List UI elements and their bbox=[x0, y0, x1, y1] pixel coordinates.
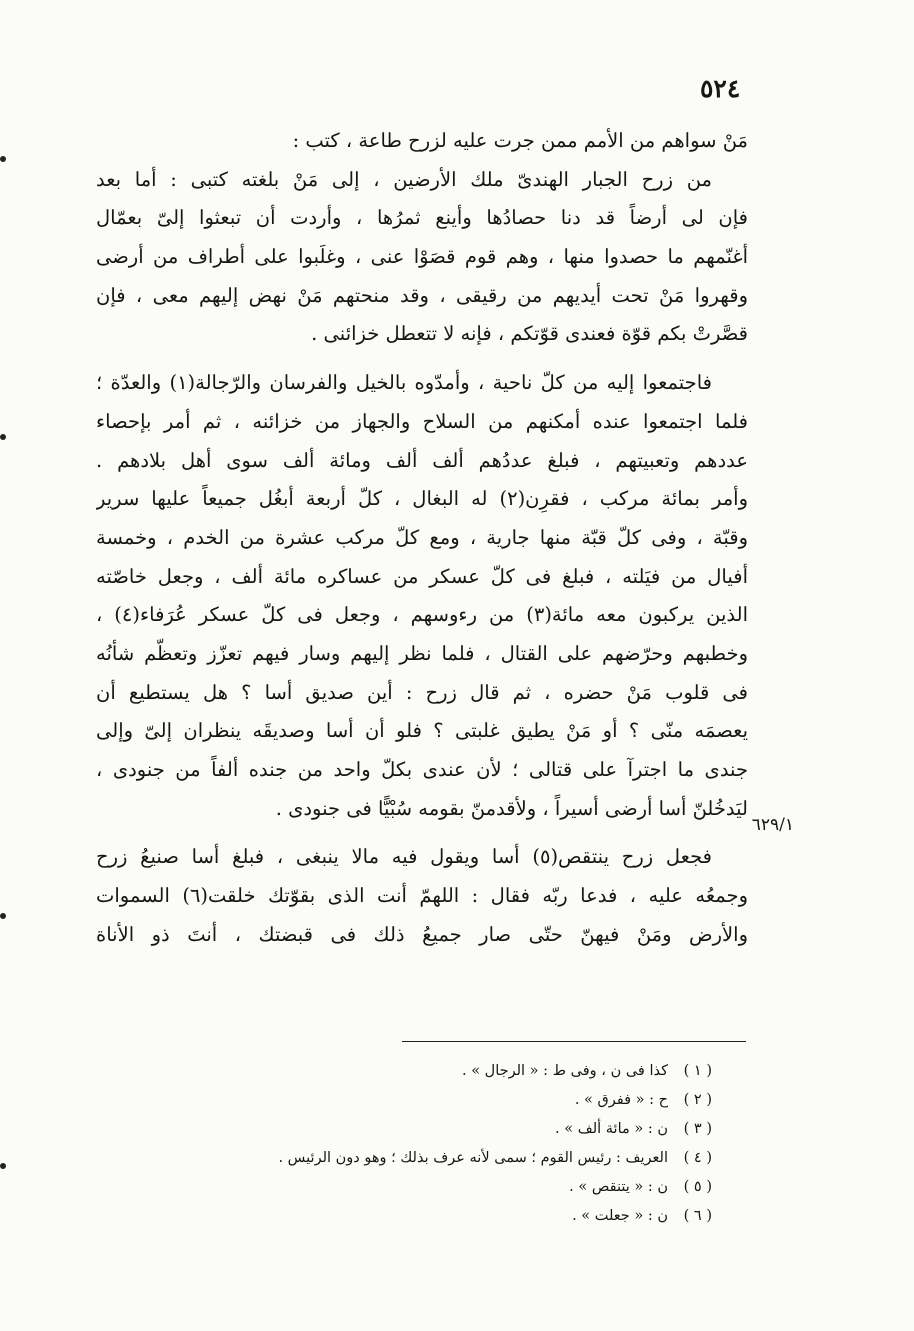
body-line: الذين يركبون معه مائة(٣) من رءوسهم ، وجعل فى كلّ عسكر عُرَفاء(٤) ، bbox=[96, 603, 748, 627]
body-line: من زرح الجبار الهندىّ ملك الأرضين ، إلى مَنْ بلغته كتبى : أما بعد bbox=[96, 167, 712, 191]
paragraph-gap bbox=[96, 828, 748, 838]
footnote bbox=[180, 1115, 712, 1144]
body-line: ليَدخُلنّ أسا أرضى أسيراً ، ولأقدمنّ بقومه سُبْيًّا فى جنودى . bbox=[275, 796, 748, 820]
footnotes bbox=[180, 1057, 712, 1231]
footnote-number: ( ٢ ) bbox=[683, 1092, 712, 1108]
footnote bbox=[180, 1173, 712, 1202]
body-line: وقهروا مَنْ تحت أيديهم من رقيقى ، وقد منحتهم مَنْ نهض إليهم معى ، فإن bbox=[96, 283, 748, 307]
footnote-number: ( ٤ ) bbox=[683, 1150, 712, 1166]
body-line: أغنّمهم ما حصدوا منها ، وهم قوم قصَوْا عنى ، وغلَبوا على أطراف من أرضى bbox=[96, 245, 748, 269]
paragraph-gap bbox=[96, 354, 748, 364]
margin-dot-mark bbox=[0, 1163, 6, 1169]
footnote-text: ن : « جعلت » . bbox=[572, 1208, 668, 1224]
footnote bbox=[180, 1144, 712, 1173]
footnote-separator bbox=[402, 1041, 746, 1042]
footnote-number: ( ٦ ) bbox=[683, 1208, 712, 1224]
footnote-text: كذا فى ن ، وفى ط : « الرجال » . bbox=[461, 1063, 668, 1079]
body-line: فاجتمعوا إليه من كلّ ناحية ، وأمدّوه بالخيل والفرسان والرّجالة(١) والعدّة ؛ bbox=[96, 371, 712, 395]
footnote-text: ن : « مائة ألف » . bbox=[555, 1121, 668, 1137]
body-line: وجمعُه عليه ، فدعا ربّه فقال : اللهمّ أنت الذى بقوّتك خلقت(٦) السموات bbox=[96, 884, 748, 908]
body-line: والأرض ومَنْ فيهنّ حتّى صار جميعُ ذلك فى قبضتك ، أنتَ ذو الأناة bbox=[96, 922, 748, 946]
body-line: فجعل زرح ينتقص(٥) أسا ويقول فيه مالا ينبغى ، فبلغ أسا صنيعُ زرح bbox=[96, 845, 713, 869]
footnote-text: ح : « ففرق » . bbox=[574, 1092, 668, 1108]
footnote-text: العريف : رئيس القوم ؛ سمى لأنه عرف بذلك ؛ وهو دون الرئيس . bbox=[278, 1150, 668, 1166]
body-line: قصَّرتْ بكم قوّة فعندى قوّتكم ، فإنه لا تتعطل خزائنى . bbox=[311, 322, 748, 346]
body-line: يعصمَه منّى ؟ أو مَنْ يطيق غلبتى ؟ فلو أن أسا وصديقَه ينظران إلىّ وإلى bbox=[96, 719, 748, 743]
footnote-number: ( ١ ) bbox=[683, 1063, 712, 1079]
margin-dot-mark bbox=[0, 913, 6, 919]
margin-dot-mark bbox=[0, 434, 6, 440]
margin-dot-mark bbox=[0, 156, 6, 162]
body-line: فى قلوب مَنْ حضره ، ثم قال زرح : أين صديق أسا ؟ هل يستطيع أن bbox=[96, 680, 748, 704]
body-line: فلما اجتمعوا عنده أمكنهم من السلاح والجهاز من خزائنه ، ثم أمر بإحصاء bbox=[96, 409, 748, 433]
body-line: وقبّة ، وفى كلّ قبّة منها جارية ، ومع كلّ مركب عشرة من الخدم ، وخمسة bbox=[96, 525, 748, 549]
body-line: عددهم وتعبيتهم ، فبلغ عددُهم ألف ألف ومائة ألف سوى أهل بلادهم . bbox=[96, 448, 748, 472]
body-text bbox=[96, 122, 748, 954]
footnote bbox=[180, 1202, 712, 1231]
footnote-number: ( ٥ ) bbox=[683, 1179, 712, 1195]
body-line: أفيال من فيَلته ، فبلغ فى كلّ عسكر من عساكره مائة ألف ، وجعل خاصّته bbox=[96, 564, 748, 588]
page-number: ٥٢٤ bbox=[700, 74, 741, 103]
body-line: مَنْ سواهم من الأمم ممن جرت عليه لزرح طاعة ، كتب : bbox=[292, 129, 748, 152]
footnote-text: ن : « يتنقص » . bbox=[569, 1179, 668, 1195]
footnote bbox=[180, 1057, 712, 1086]
footnote bbox=[180, 1086, 712, 1115]
body-line: وخطبهم وحرّضهم على القتال ، فلما نظر إليهم وسار فيهم تعزّز وتعظّم شأنُه bbox=[96, 641, 748, 665]
body-line: جندى ما اجترآ على قتالى ؛ لأن عندى بكلّ واحد من جنده ألفاً من جنودى ، bbox=[96, 758, 748, 781]
footnote-number: ( ٣ ) bbox=[683, 1121, 712, 1137]
body-line: فإن لى أرضاً قد دنا حصادُها وأينع ثمرُها ، وأردت أن تبعثوا إلىّ بعمّال bbox=[96, 206, 748, 230]
margin-note-text: ٦٢٩/١ bbox=[751, 815, 794, 835]
body-line: وأمر بمائة مركب ، فقرِن(٢) له البغال ، كلّ أربعة أبغُل جميعاً عليها سرير bbox=[96, 487, 748, 511]
